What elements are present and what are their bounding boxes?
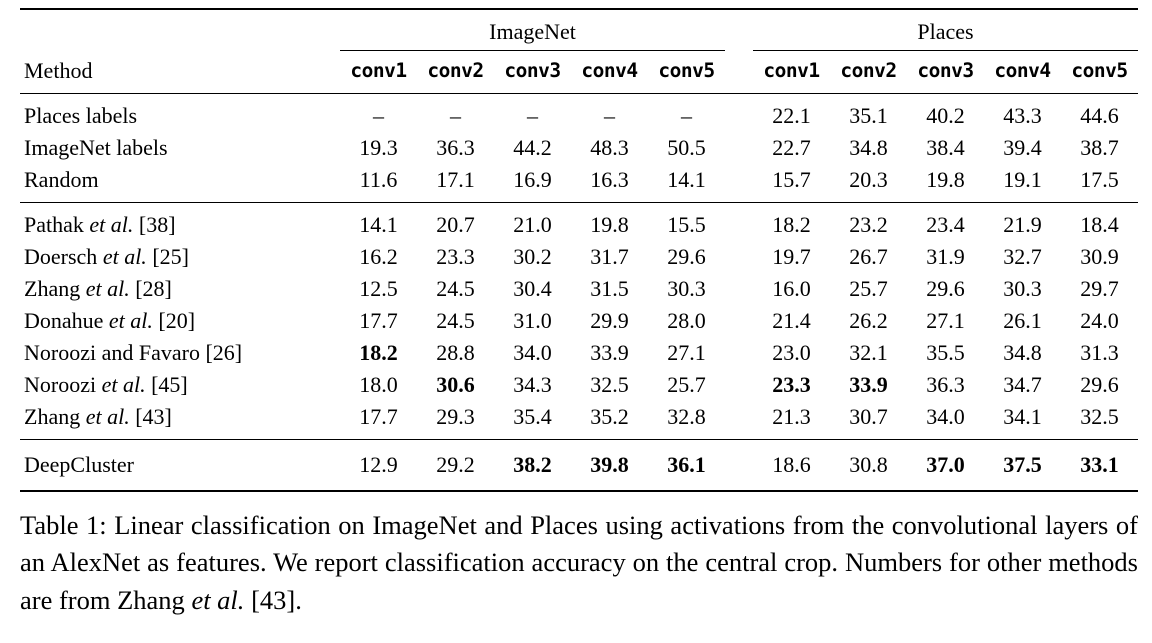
accuracy-cell: 30.3	[667, 275, 706, 301]
accuracy-cell: 29.7	[1080, 275, 1119, 301]
accuracy-cell: 35.5	[926, 339, 965, 365]
conv-header: conv3	[504, 59, 561, 83]
accuracy-cell: 44.2	[513, 134, 552, 160]
column-gap	[725, 439, 753, 491]
accuracy-cell: 27.1	[667, 339, 706, 365]
conv-header: conv1	[350, 59, 407, 83]
accuracy-cell: 22.1	[772, 102, 811, 128]
accuracy-cell: 18.2	[359, 339, 398, 365]
accuracy-cell: 38.2	[513, 451, 552, 477]
accuracy-cell: 12.9	[359, 451, 398, 477]
accuracy-cell: 30.7	[849, 403, 888, 429]
column-gap	[725, 51, 753, 94]
accuracy-cell: 23.0	[772, 339, 811, 365]
accuracy-cell: 20.7	[436, 211, 475, 237]
table-row	[20, 164, 1138, 203]
accuracy-cell: 48.3	[590, 134, 629, 160]
table-caption	[20, 507, 1138, 620]
accuracy-cell: –	[604, 102, 615, 128]
accuracy-cell: 16.2	[359, 243, 398, 269]
group-header-spacer	[20, 9, 340, 51]
method-name	[20, 273, 340, 305]
accuracy-cell: 34.1	[1003, 403, 1042, 429]
table-row	[20, 93, 1138, 132]
accuracy-cell: 15.5	[667, 211, 706, 237]
accuracy-cell: 32.5	[590, 371, 629, 397]
accuracy-cell: 29.2	[436, 451, 475, 477]
et-al-italic: et al.	[102, 243, 147, 269]
accuracy-cell: 25.7	[849, 275, 888, 301]
accuracy-cell: 31.7	[590, 243, 629, 269]
accuracy-cell: 34.0	[513, 339, 552, 365]
column-gap	[725, 337, 753, 369]
accuracy-cell: 30.4	[513, 275, 552, 301]
accuracy-cell: 29.3	[436, 403, 475, 429]
text-segment: [38]	[133, 211, 176, 237]
text-segment: Places labels	[24, 102, 138, 128]
table-row	[20, 241, 1138, 273]
accuracy-cell: –	[681, 102, 692, 128]
column-gap	[725, 241, 753, 273]
accuracy-cell: 19.3	[359, 134, 398, 160]
accuracy-cell: 35.2	[590, 403, 629, 429]
accuracy-cell: 32.7	[1003, 243, 1042, 269]
accuracy-cell: 26.2	[849, 307, 888, 333]
accuracy-cell: 21.0	[513, 211, 552, 237]
accuracy-cell: 34.7	[1003, 371, 1042, 397]
accuracy-cell: 30.2	[513, 243, 552, 269]
accuracy-cell: 50.5	[667, 134, 706, 160]
method-name	[20, 202, 340, 241]
accuracy-cell: 30.9	[1080, 243, 1119, 269]
text-segment: Zhang	[24, 403, 86, 429]
et-al-italic: et al.	[108, 307, 153, 333]
method-column-header: Method	[24, 57, 93, 83]
results-table	[20, 8, 1138, 492]
method-name	[20, 241, 340, 273]
accuracy-cell: 36.3	[926, 371, 965, 397]
accuracy-cell: 33.1	[1080, 451, 1119, 477]
accuracy-cell: 28.8	[436, 339, 475, 365]
column-gap	[725, 273, 753, 305]
accuracy-cell: 30.6	[436, 371, 475, 397]
accuracy-cell: 29.9	[590, 307, 629, 333]
accuracy-cell: 30.3	[1003, 275, 1042, 301]
accuracy-cell: 26.7	[849, 243, 888, 269]
accuracy-cell: 21.3	[772, 403, 811, 429]
conv-header: conv3	[917, 59, 974, 83]
accuracy-cell: 34.8	[1003, 339, 1042, 365]
accuracy-cell: 31.9	[926, 243, 965, 269]
et-al-italic: et al.	[89, 211, 134, 237]
accuracy-cell: 29.6	[667, 243, 706, 269]
accuracy-cell: 34.0	[926, 403, 965, 429]
text-segment: Donahue	[24, 307, 109, 333]
section-deepcluster	[20, 439, 1138, 491]
text-segment: Noroozi and Favaro [26]	[24, 339, 243, 365]
table-row	[20, 439, 1138, 491]
conv-header: conv5	[1071, 59, 1128, 83]
column-gap	[725, 93, 753, 132]
column-gap	[725, 202, 753, 241]
accuracy-cell: 14.1	[359, 211, 398, 237]
method-name	[20, 369, 340, 401]
conv-header: conv5	[658, 59, 715, 83]
text-segment: Pathak	[24, 211, 90, 237]
accuracy-cell: 29.6	[1080, 371, 1119, 397]
accuracy-cell: –	[450, 102, 461, 128]
table-row	[20, 401, 1138, 440]
table-row	[20, 132, 1138, 164]
accuracy-cell: 11.6	[359, 166, 398, 192]
accuracy-cell: 18.2	[772, 211, 811, 237]
text-segment: Noroozi	[24, 371, 102, 397]
text-segment: Zhang	[24, 275, 86, 301]
text-segment: [20]	[152, 307, 196, 333]
accuracy-cell: 35.1	[849, 102, 888, 128]
method-name	[20, 337, 340, 369]
accuracy-cell: 23.3	[436, 243, 475, 269]
accuracy-cell: 37.5	[1003, 451, 1042, 477]
method-name	[20, 132, 340, 164]
table-row	[20, 337, 1138, 369]
method-name	[20, 305, 340, 337]
accuracy-cell: 31.0	[513, 307, 552, 333]
accuracy-cell: 18.6	[772, 451, 811, 477]
text-segment: [25]	[146, 243, 189, 269]
accuracy-cell: 38.7	[1080, 134, 1119, 160]
accuracy-cell: 35.4	[513, 403, 552, 429]
accuracy-cell: 14.1	[667, 166, 706, 192]
column-gap	[725, 164, 753, 203]
conv-header: conv4	[581, 59, 638, 83]
text-segment: Doersch	[24, 243, 103, 269]
accuracy-cell: 30.8	[849, 451, 888, 477]
text-segment: DeepCluster	[24, 451, 134, 477]
accuracy-cell: 19.1	[1003, 166, 1042, 192]
text-segment: [45]	[145, 371, 188, 397]
accuracy-cell: 12.5	[359, 275, 398, 301]
conv-header: conv2	[840, 59, 897, 83]
accuracy-cell: 44.6	[1080, 102, 1119, 128]
et-al-italic: et al.	[85, 403, 130, 429]
accuracy-cell: 18.4	[1080, 211, 1119, 237]
accuracy-cell: 16.3	[590, 166, 629, 192]
accuracy-cell: 24.0	[1080, 307, 1119, 333]
column-gap	[725, 401, 753, 440]
accuracy-cell: 38.4	[926, 134, 965, 160]
conv-header: conv2	[427, 59, 484, 83]
accuracy-cell: 22.7	[772, 134, 811, 160]
accuracy-cell: 23.2	[849, 211, 888, 237]
accuracy-cell: 21.4	[772, 307, 811, 333]
method-name	[20, 401, 340, 440]
accuracy-cell: –	[527, 102, 538, 128]
et-al-italic: et al.	[101, 371, 146, 397]
accuracy-cell: 36.1	[667, 451, 706, 477]
section-prior-methods	[20, 202, 1138, 439]
accuracy-cell: 17.1	[436, 166, 475, 192]
text-segment: Random	[24, 166, 99, 192]
column-gap	[725, 369, 753, 401]
method-name	[20, 93, 340, 132]
column-gap	[725, 132, 753, 164]
text-segment: [28]	[129, 275, 172, 301]
table-header	[20, 9, 1138, 93]
accuracy-cell: 19.8	[926, 166, 965, 192]
column-gap	[725, 305, 753, 337]
table-row	[20, 305, 1138, 337]
conv-header: conv1	[763, 59, 820, 83]
accuracy-cell: 24.5	[436, 275, 475, 301]
accuracy-cell: 43.3	[1003, 102, 1042, 128]
accuracy-cell: 17.7	[359, 403, 398, 429]
accuracy-cell: 32.1	[849, 339, 888, 365]
accuracy-cell: –	[373, 102, 384, 128]
accuracy-cell: 17.7	[359, 307, 398, 333]
accuracy-cell: 23.4	[926, 211, 965, 237]
accuracy-cell: 36.3	[436, 134, 475, 160]
section-baselines	[20, 93, 1138, 202]
group-header-imagenet: ImageNet	[340, 9, 725, 51]
accuracy-cell: 18.0	[359, 371, 398, 397]
text-segment: [43]	[129, 403, 172, 429]
accuracy-cell: 40.2	[926, 102, 965, 128]
text-segment: Table 1: Linear classification on ImageNet and Places using activations from the convolutional layers of an AlexNet as features. We report classification accuracy on the central crop. Numbers for other methods are from Zhang	[20, 509, 1138, 615]
accuracy-cell: 19.8	[590, 211, 629, 237]
method-name	[20, 439, 340, 491]
accuracy-cell: 39.8	[590, 451, 629, 477]
column-gap	[725, 9, 753, 51]
accuracy-cell: 32.5	[1080, 403, 1119, 429]
accuracy-cell: 33.9	[590, 339, 629, 365]
accuracy-cell: 23.3	[772, 371, 811, 397]
accuracy-cell: 26.1	[1003, 307, 1042, 333]
table-row	[20, 273, 1138, 305]
conv-header-row	[20, 51, 1138, 94]
accuracy-cell: 16.9	[513, 166, 552, 192]
accuracy-cell: 34.3	[513, 371, 552, 397]
group-header-row	[20, 9, 1138, 51]
accuracy-cell: 33.9	[849, 371, 888, 397]
accuracy-cell: 28.0	[667, 307, 706, 333]
text-segment: [43].	[244, 584, 302, 615]
table-row	[20, 202, 1138, 241]
accuracy-cell: 31.3	[1080, 339, 1119, 365]
accuracy-cell: 20.3	[849, 166, 888, 192]
accuracy-cell: 25.7	[667, 371, 706, 397]
accuracy-cell: 24.5	[436, 307, 475, 333]
accuracy-cell: 37.0	[926, 451, 965, 477]
accuracy-cell: 31.5	[590, 275, 629, 301]
accuracy-cell: 17.5	[1080, 166, 1119, 192]
accuracy-cell: 27.1	[926, 307, 965, 333]
accuracy-cell: 19.7	[772, 243, 811, 269]
accuracy-cell: 21.9	[1003, 211, 1042, 237]
accuracy-cell: 15.7	[772, 166, 811, 192]
table-row	[20, 369, 1138, 401]
text-segment: ImageNet labels	[24, 134, 168, 160]
method-name	[20, 164, 340, 203]
accuracy-cell: 32.8	[667, 403, 706, 429]
accuracy-cell: 39.4	[1003, 134, 1042, 160]
et-al-italic: et al.	[85, 275, 130, 301]
accuracy-cell: 34.8	[849, 134, 888, 160]
et-al-italic: et al.	[191, 584, 245, 615]
accuracy-cell: 16.0	[772, 275, 811, 301]
group-header-places: Places	[753, 9, 1138, 51]
conv-header: conv4	[994, 59, 1051, 83]
accuracy-cell: 29.6	[926, 275, 965, 301]
